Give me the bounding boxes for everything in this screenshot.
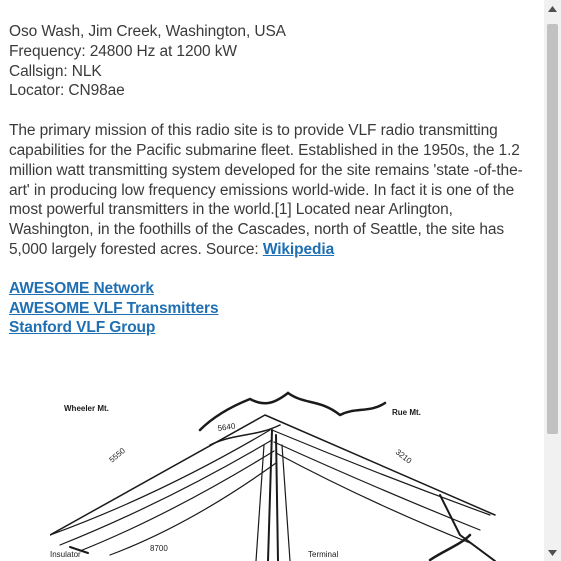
location-text: Oso Wash, Jim Creek, Washington, USA [9,23,286,40]
down-lead-4 [282,445,290,561]
diagram-label-span-bottom: 8700 [150,544,168,553]
vertical-scrollbar[interactable] [544,0,561,561]
down-lead-1 [268,430,272,561]
down-lead-3 [256,445,264,561]
span-cable-right-1 [272,430,490,515]
diagram-label-span-top: 5640 [217,421,236,433]
description-text: The primary mission of this radio site is to provide VLF radio transmitting capabilities for the Pacific submarine fleet. Established in the 1950s, the 1.2 million watt transmitting system developed for the site remains 'state -of-the-art' in producing low frequency emissions world-wide. In fact it is one of the most powerful transmitters in the world.[1] Located near Arlington, Washington, in the foothills of the Cascades, north of Seattle, the site has 5,000 largely forested acres. Source: [9,122,523,258]
triangle-down-icon [548,550,557,556]
locator-text: Locator: CN98ae [9,82,125,100]
span-cable-left-2 [60,440,272,545]
callsign-text: Callsign: NLK [9,62,102,80]
scroll-down-button[interactable] [544,544,561,561]
span-cable-left-4 [110,463,276,555]
panel-content [9,22,529,338]
diagram-label-span-right: 3210 [393,447,414,466]
description-paragraph [9,121,529,260]
triangle-up-icon [548,6,557,12]
wikipedia-link[interactable]: Wikipedia [262,240,335,258]
span-cable-right-2 [274,442,480,530]
antenna-diagram [50,385,530,561]
terrain-right [440,495,495,561]
awesome-vlf-transmitters-link[interactable]: AWESOME VLF Transmitters [9,299,219,317]
terrain-right-hatch [430,535,470,560]
stanford-vlf-group-link[interactable]: Stanford VLF Group [9,319,156,337]
span-cable-left-1 [50,430,270,535]
links-list [9,279,529,338]
ridge-line-left [200,393,288,430]
diagram-label-rue: Rue Mt. [392,408,421,417]
frequency-text: Frequency: 24800 Hz at 1200 kW [9,42,237,60]
diagram-label-wheeler: Wheeler Mt. [64,404,109,413]
span-cable-left-3 [80,451,274,551]
diagram-label-insulator: Insulator [50,550,81,559]
scrollbar-thumb[interactable] [547,24,558,434]
ridge-line-right [288,393,385,415]
diagram-label-terminal: Terminal [308,550,339,559]
awesome-network-link[interactable]: AWESOME Network [9,279,154,297]
diagram-label-span-left: 5550 [107,446,127,465]
scroll-up-button[interactable] [544,0,561,17]
